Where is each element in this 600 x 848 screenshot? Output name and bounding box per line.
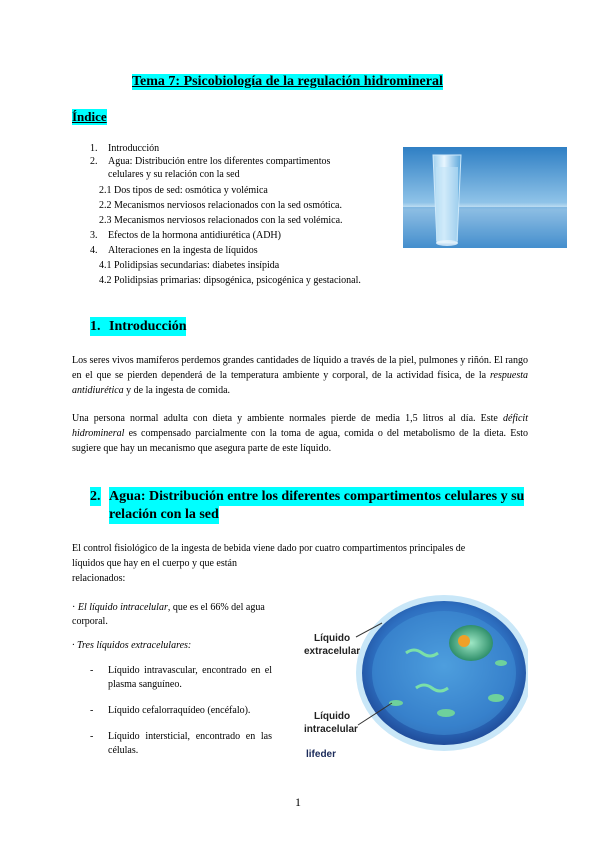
extracellular-list [90, 664, 272, 764]
label-extracelular-2: extracelular [304, 646, 361, 657]
index-heading: Índice [72, 109, 107, 124]
label-intracelular-2: intracelular [304, 724, 358, 735]
list-item: - Líquido cefalorraquídeo (encéfalo). [90, 705, 251, 716]
section-1-paragraph-1: Los seres vivos mamíferos perdemos grandes cantidades de líquido a través de la piel, pulmones y riñón. El rango en el que se pierden dependerá de la temperatura ambiente y corporal, de la actividad física, de la respuesta antidiurética y de la ingesta de comida. [72, 355, 528, 396]
list-item: - Líquido intersticial, encontrado en las células. [90, 731, 272, 756]
document-title: Tema 7: Psicobiología de la regulación hidromineral [132, 74, 443, 89]
intracellular-item: · El líquido intracelular, que es el 66% del agua corporal. [72, 602, 265, 627]
section-1-paragraph-2: Una persona normal adulta con dieta y ambiente normales pierde de media 1,5 litros al día. Este déficit hidromineral es compensado parcialmente con la toma de agua, comida o del metabolismo de la dieta. Esto sugiere que hay un mecanismo que asegura parte de este líquido. [72, 413, 528, 454]
cell-illustration [296, 593, 528, 765]
water-glass-image [403, 147, 567, 248]
water-glass-icon [403, 147, 567, 248]
section-2-heading: 2. Agua: Distribución entre los diferentes compartimentos celulares y su relación con la sed [90, 489, 525, 522]
watermark-lifeder: lifeder [306, 749, 337, 760]
cell-diagram-image [296, 593, 528, 765]
extracellular-heading: · Tres líquidos extracelulares: [72, 640, 192, 651]
list-item: - Líquido intravascular, encontrado en el plasma sanguíneo. [90, 665, 272, 690]
page-number: 1 [295, 795, 301, 809]
index-list: 1. Introducción 2. Agua: Distribución entre los diferentes compartimentos celulares y su relación con la sed 2.1 Dos tipos de sed: osmótica y volémica 2.2 Mecanismos nerviosos relacionados con la sed osmótica. 2.3 Mecanismos nerviosos relacionados con la sed volémica. 3. Efectos de la hormona antidiurética (ADH) 4. Alteraciones en la ingesta de líquidos 4.1 Polidipsias secundarias: diabetes insípida 4.2 Polidipsias primarias: dipsogénica, psicogénica y gestacional. [90, 143, 361, 286]
section-2-paragraph: El control fisiológico de la ingesta de bebida viene dado por cuatro compartimentos principales de líquidos que hay en el cuerpo y que están relacionados: [72, 543, 466, 584]
section-1-heading: 1. Introducción [90, 319, 187, 334]
label-intracelular-1: Líquido [314, 711, 351, 722]
label-extracelular-1: Líquido [314, 633, 351, 644]
